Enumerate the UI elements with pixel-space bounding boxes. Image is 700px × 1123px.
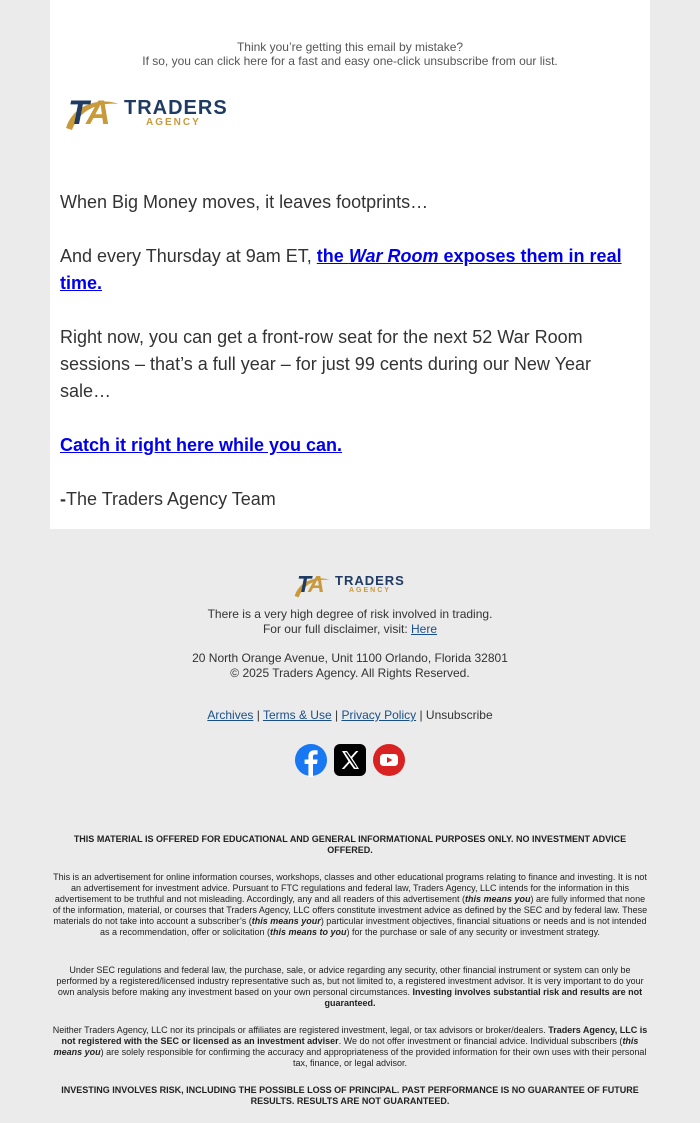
x-icon[interactable] (333, 743, 367, 777)
footer-logo-letter-t: T (297, 571, 312, 597)
reg-text-c: . We do not offer investment or financial advice. Individual subscribers ( (338, 1036, 623, 1046)
footer-ta-logo-mark (293, 570, 331, 598)
privacy-link[interactable]: Privacy Policy (341, 708, 417, 722)
risk-warning: INVESTING INVOLVES RISK, INCLUDING THE POSSIBLE LOSS OF PRINCIPAL. PAST PERFORMANCE IS NO GUARANTEE OF FUTURE RESULTS. RESULTS ARE NOT GUARANTEED. (61, 1085, 639, 1106)
disclaimer-prefix: For our full disclaimer, visit: (262, 622, 412, 636)
war-room-link-a[interactable]: the (316, 246, 349, 266)
email-card (50, 0, 650, 529)
thursday-paragraph (60, 243, 630, 297)
disclaimer-line (0, 622, 700, 637)
ftc-disclaimer (50, 872, 650, 938)
offer-paragraph: Right now, you can get a front-row seat for the next 52 War Room sessions – that’s a full year – for just 99 cents during our New Year sale… (60, 327, 591, 401)
company-address (0, 651, 700, 681)
ftc-text-f: this means to you (269, 927, 347, 937)
registration-disclaimer (50, 1025, 650, 1069)
signoff (60, 486, 630, 513)
unsubscribe-notice[interactable] (50, 40, 650, 68)
sec-disclaimer (50, 965, 650, 1009)
footer-logo[interactable] (293, 570, 411, 598)
sec-text-a: Under SEC regulations and federal law, the purchase, sale, or advice regarding any security, other financial instrument or system can only be performed by a registered/licensed industry representative such as, but not limited to, a registered investment advisor. It is very important to do your own analysis before making any investment based on your own personal circumstances. (56, 965, 644, 997)
footer-logo-word-agency: AGENCY (349, 587, 391, 594)
unsubscribe-link[interactable]: Unsubscribe (425, 708, 493, 722)
signoff-text: The Traders Agency Team (66, 489, 276, 509)
cta-paragraph (60, 432, 630, 459)
ftc-text-g: ) for the purchase or sale of any security or investment strategy. (346, 927, 600, 937)
ta-logo-mark (64, 92, 120, 134)
signoff-dash: - (60, 489, 66, 509)
footer-links (0, 708, 700, 723)
unsubscribe-link-text[interactable]: If so, you can click here for a fast and easy one-click unsubscribe from our list. (142, 54, 558, 68)
archives-link[interactable]: Archives (207, 708, 254, 722)
logo-letter-a: A (86, 94, 111, 132)
thursday-text: And every Thursday at 9am ET, (60, 246, 317, 266)
footer-logo-letter-a: A (308, 571, 325, 597)
disclaimer-here-link[interactable]: Here (411, 622, 438, 636)
link-separator: | (416, 708, 426, 722)
ftc-text-c: ) are fully informed that none of the information, material, or courses that Traders Agency, LLC offers constitute investment advice as defined by the SEC and by federal law. These materials do not take into account a subscriber’s ( (52, 894, 648, 926)
social-icons (294, 743, 406, 777)
reg-text-d: this means you (53, 1036, 639, 1057)
intro-paragraph: When Big Money moves, it leaves footprints… (60, 192, 429, 212)
educational-notice: THIS MATERIAL IS OFFERED FOR EDUCATIONAL AND GENERAL INFORMATIONAL PURPOSES ONLY. NO INVESTMENT ADVICE OFFERED. (73, 834, 627, 855)
catch-it-link[interactable]: Catch it right here while you can. (60, 435, 343, 455)
link-separator: | (331, 708, 342, 722)
logo-word-agency: AGENCY (146, 117, 201, 128)
logo-letter-t: T (68, 94, 89, 132)
traders-agency-logo[interactable] (64, 92, 240, 134)
mistake-question: Think you’re getting this email by mistake? (236, 40, 464, 54)
address-line: 20 North Orange Avenue, Unit 1100 Orlando, Florida 32801 (192, 651, 508, 665)
link-separator: | (253, 708, 263, 722)
reg-text-e: ) are solely responsible for confirming the accuracy and appropriateness of the provided information for their own uses with their personal tax, finance, or legal advisor. (100, 1047, 647, 1068)
ftc-text-b: this means you (464, 894, 531, 904)
ftc-text-e: ) particular investment objectives, financial situations or needs and is not intended as a recommendation, offer or solicitation ( (100, 916, 647, 937)
logo-word-traders: TRADERS (124, 97, 228, 119)
risk-disclaimer (0, 607, 700, 637)
reg-text-a: Neither Traders Agency, LLC nor its principals or affiliates are registered investment, legal, or tax advisors or broker/dealers. (52, 1025, 549, 1035)
sec-text-b: Investing involves substantial risk and results are not guaranteed. (324, 987, 643, 1008)
ftc-text-a: This is an advertisement for online information courses, workshops, classes and other educational programs relating to finance and investing. It is not an advertisement for investment advice. Pursuant to FTC regulations and federal law, Traders Agency, LLC intends for the information in this advertisement to be truthful and not misleading. Accordingly, any and all readers of this advertisement ( (53, 872, 647, 904)
youtube-icon[interactable] (372, 743, 406, 777)
war-room-link-italic[interactable]: War Room (348, 246, 439, 266)
risk-line: There is a very high degree of risk involved in trading. (207, 607, 493, 621)
terms-link[interactable]: Terms & Use (262, 708, 332, 722)
reg-text-b: Traders Agency, LLC is not registered with the SEC or licensed as an investment adviser (61, 1025, 648, 1046)
war-room-link-b[interactable]: exposes them in real time. (60, 246, 622, 293)
ftc-text-d: this means your (251, 916, 321, 926)
footer-logo-word-traders: TRADERS (335, 573, 405, 588)
copyright-line: © 2025 Traders Agency. All Rights Reserved. (230, 666, 470, 680)
facebook-icon[interactable] (294, 743, 328, 777)
